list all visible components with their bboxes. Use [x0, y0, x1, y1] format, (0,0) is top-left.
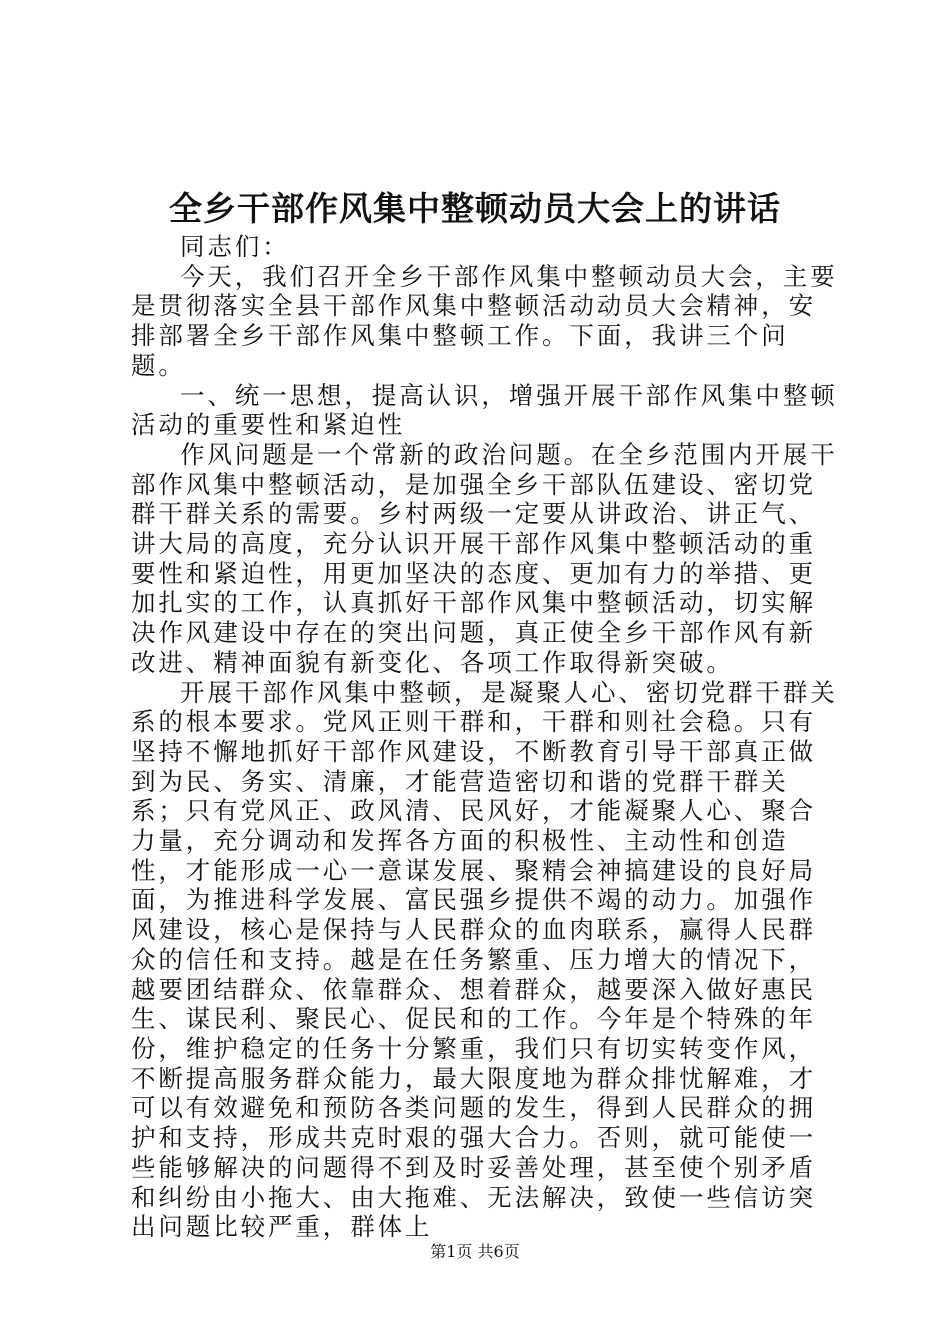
section-heading: 一、统一思想，提高认识，增强开展干部作风集中整顿活动的重要性和紧迫性: [131, 380, 838, 440]
page-footer: 第1页 共6页: [430, 1242, 520, 1261]
intro-paragraph: 今天，我们召开全乡干部作风集中整顿动员大会，主要是贯彻落实全县干部作风集中整顿活动动员大会精神，安排部署全乡干部作风集中整顿工作。下面，我讲三个问题。: [131, 261, 838, 380]
salutation-paragraph: 同志们：: [180, 232, 290, 261]
document-title: 全乡干部作风集中整顿动员大会上的讲话: [169, 189, 781, 228]
body-paragraph: 作风问题是一个常新的政治问题。在全乡范围内开展干部作风集中整顿活动，是加强全乡干部队伍建设、密切党群干群关系的需要。乡村两级一定要从讲政治、讲正气、讲大局的高度，充分认识开展干部作风集中整顿活动的重要性和紧迫性，用更加坚决的态度、更加有力的举措、更加扎实的工作，认真抓好干部作风集中整顿活动，切实解决作风建设中存在的突出问题，真正使全乡干部作风有新改进、精神面貌有新变化、各项工作取得新突破。: [131, 439, 838, 677]
document-body: [131, 232, 843, 1242]
body-paragraph: 开展干部作风集中整顿，是凝聚人心、密切党群干群关系的根本要求。党风正则干群和，干群和则社会稳。只有坚持不懈地抓好干部作风建设，不断教育引导干部真正做到为民、务实、清廉，才能营造密切和谐的党群干群关系；只有党风正、政风清、民风好，才能凝聚人心、聚合力量，充分调动和发挥各方面的积极性、主动性和创造性，才能形成一心一意谋发展、聚精会神搞建设的良好局面，为推进科学发展、富民强乡提供不竭的动力。加强作风建设，核心是保持与人民群众的血肉联系，赢得人民群众的信任和支持。越是在任务繁重、压力增大的情况下，越要团结群众、依靠群众、想着群众，越要深入做好惠民生、谋民利、聚民心、促民和的工作。今年是个特殊的年份，维护稳定的任务十分繁重，我们只有切实转变作风，不断提高服务群众能力，最大限度地为群众排忧解难，才可以有效避免和预防各类问题的发生，得到人民群众的拥护和支持，形成共克时艰的强大合力。否则，就可能使一些能够解决的问题得不到及时妥善处理，甚至使个别矛盾和纠纷由小拖大、由大拖难、无法解决，致使一些信访突出问题比较严重，群体上: [131, 677, 838, 1242]
